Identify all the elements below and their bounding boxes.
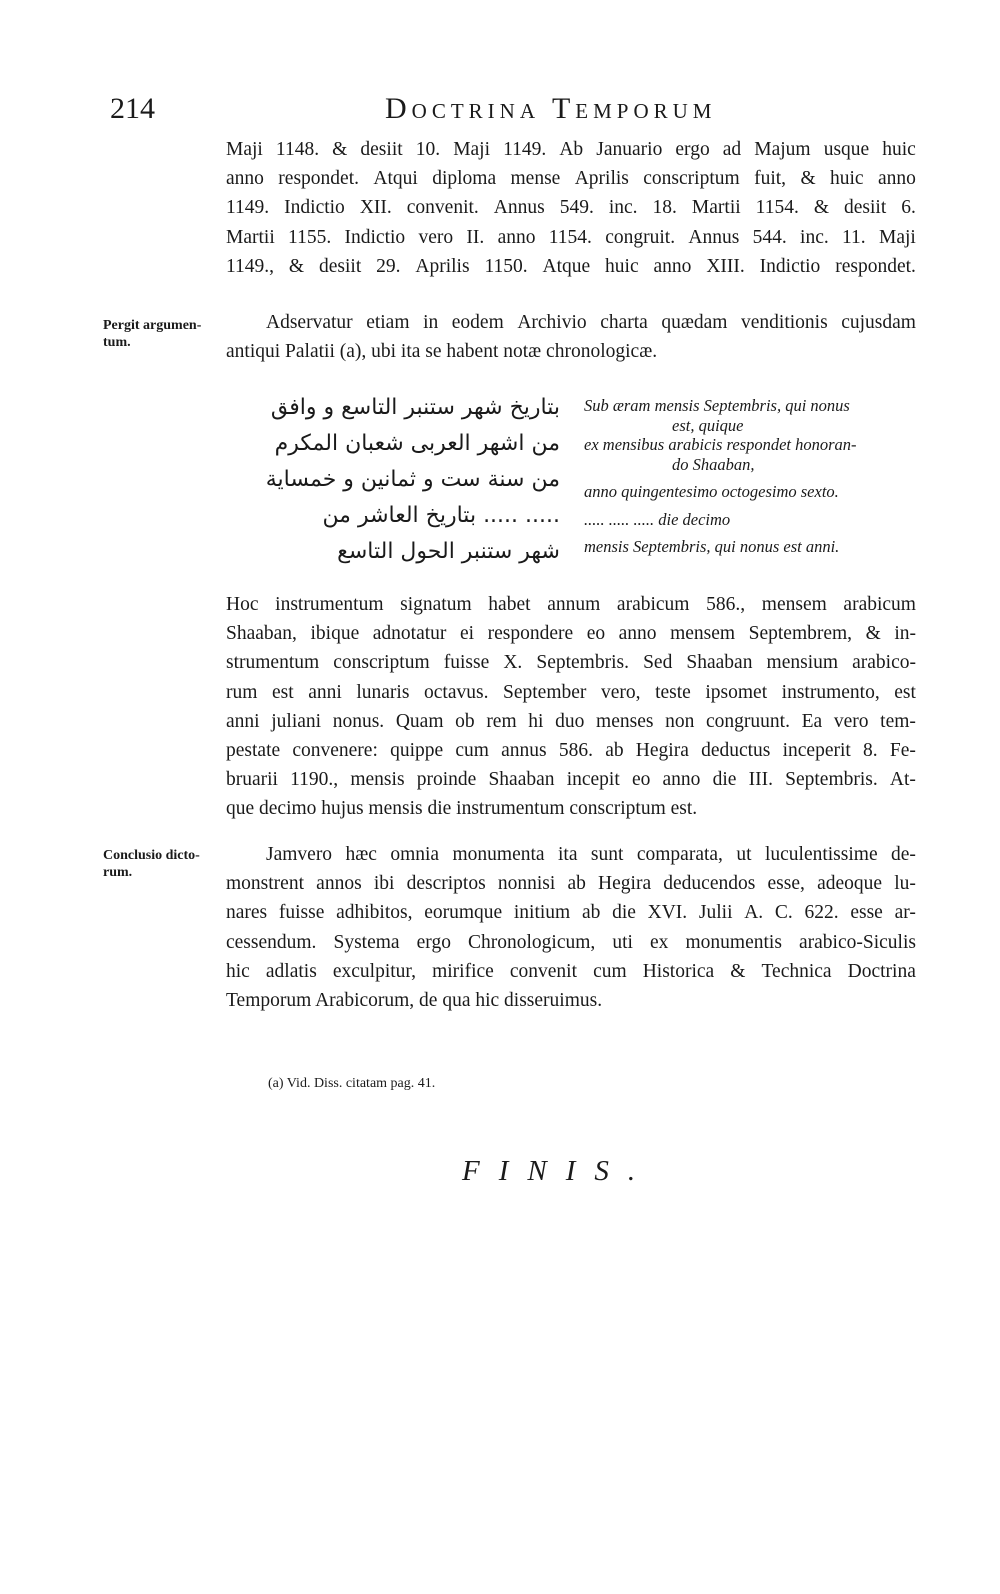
word: habet xyxy=(488,594,531,615)
word: usque xyxy=(823,139,870,160)
word: Septembris. xyxy=(785,769,878,791)
word: 1149. xyxy=(503,139,547,160)
word: hi xyxy=(528,710,544,732)
word: Indictio xyxy=(759,255,821,277)
word: pestate xyxy=(226,739,281,761)
word: Hoc xyxy=(226,594,259,615)
word: vero xyxy=(833,710,869,732)
text-line xyxy=(226,308,916,337)
word: teste xyxy=(655,681,691,703)
word: adlatis xyxy=(265,960,317,982)
word: huic xyxy=(882,139,916,160)
word: Aprilis xyxy=(574,168,629,190)
word: Technica xyxy=(761,960,832,982)
word: September xyxy=(503,681,587,703)
word: Hegira xyxy=(598,873,652,895)
word: 8. xyxy=(863,739,878,761)
word: ar- xyxy=(894,902,916,924)
paragraph-3 xyxy=(226,590,916,824)
word: & xyxy=(865,623,881,645)
word: Adservatur xyxy=(266,312,353,333)
word: fuit, xyxy=(754,168,787,190)
word: adeoque xyxy=(817,873,883,895)
word: & xyxy=(813,197,829,219)
word: anni xyxy=(226,710,260,732)
word: Maji xyxy=(226,139,263,160)
word: Indictio xyxy=(284,197,345,219)
word: ab xyxy=(581,902,601,924)
word: Ab xyxy=(559,139,584,160)
word: Fe- xyxy=(889,739,916,761)
arabic-line: من سنة ست و ثمانين و خمساية xyxy=(265,467,560,492)
margin-note-conclusio xyxy=(103,847,228,881)
word: Julii xyxy=(698,902,733,924)
word: adhibitos, xyxy=(336,902,413,924)
margin-note-line: tum. xyxy=(103,335,131,350)
word: proinde xyxy=(416,769,477,791)
word: ergo xyxy=(416,931,451,953)
text-line xyxy=(226,590,916,619)
word: incepit xyxy=(566,769,620,791)
word: anno xyxy=(226,168,264,190)
word: desiit xyxy=(318,255,362,277)
word: die xyxy=(712,769,737,791)
word: monumentis xyxy=(685,931,782,953)
word: 1150. xyxy=(484,255,528,277)
word: lunaris xyxy=(356,681,410,703)
word: esse xyxy=(850,902,883,924)
word: mense xyxy=(510,168,561,190)
word: ergo xyxy=(675,139,710,160)
word: Doctrina xyxy=(847,960,916,982)
arabic-line: شهر ستنبر الحول التاسع xyxy=(337,539,560,564)
text-line xyxy=(226,869,916,898)
word: Indictio xyxy=(344,226,406,248)
word: duo xyxy=(555,710,585,732)
word: menses xyxy=(596,710,654,732)
latin-translation xyxy=(584,396,920,557)
word: Jamvero xyxy=(266,844,333,865)
word: convenere: xyxy=(292,739,378,761)
word: Aprilis xyxy=(415,255,470,277)
word: deductus xyxy=(701,739,771,761)
word: non xyxy=(665,710,695,732)
word: Maji xyxy=(453,139,491,160)
word: 586. xyxy=(558,739,593,761)
word: ab xyxy=(605,739,624,761)
word: anno xyxy=(877,168,916,190)
word: monumenta xyxy=(452,844,545,865)
translation-line: mensis Septembris, qui nonus est anni. xyxy=(584,537,840,556)
word: A. xyxy=(744,902,764,924)
word: Historica xyxy=(642,960,715,982)
word: respondet. xyxy=(278,168,359,190)
word: ad xyxy=(722,139,742,160)
word: inc. xyxy=(800,226,829,248)
word: deducendos xyxy=(663,873,756,895)
word: annum xyxy=(547,594,601,615)
word: luculentissime xyxy=(764,844,878,865)
word: annos xyxy=(316,873,362,895)
word: Majum xyxy=(754,139,811,160)
word: & xyxy=(288,255,305,277)
word: octavus. xyxy=(424,681,489,703)
word: 1149., xyxy=(226,255,275,277)
word: arabico- xyxy=(852,652,916,674)
word: convenit. xyxy=(406,197,479,219)
word: lu- xyxy=(894,873,916,895)
word: anno xyxy=(662,769,701,791)
word: cessendum. xyxy=(226,931,317,953)
translation-line: anno quingentesimo octogesimo sexto. xyxy=(584,482,839,501)
word: inceperit xyxy=(782,739,851,761)
word: tem- xyxy=(880,710,916,732)
word: esse, xyxy=(767,873,805,895)
word: Annus xyxy=(493,197,545,219)
word: eo xyxy=(586,623,606,645)
word: congruit. xyxy=(605,226,676,248)
word: anno xyxy=(618,623,657,645)
word: quædam xyxy=(661,312,728,333)
text-line xyxy=(226,678,916,707)
word: arabicum xyxy=(843,594,916,615)
text-line: que decimo hujus mensis die instrumentum conscriptum est. xyxy=(226,798,698,820)
page-number: 214 xyxy=(110,92,155,125)
text-line xyxy=(226,736,916,765)
word: Ea xyxy=(801,710,823,732)
word: cujusdam xyxy=(841,312,916,333)
word: 10. xyxy=(415,139,441,160)
word: X. xyxy=(503,652,523,674)
word: est xyxy=(894,681,916,703)
word: diploma xyxy=(432,168,497,190)
translation-line: Sub æram mensis Septembris, qui nonus xyxy=(584,396,850,415)
word: anno xyxy=(653,255,692,277)
word: ipsomet xyxy=(705,681,768,703)
word: omnia xyxy=(390,844,440,865)
word: Shaaban xyxy=(488,769,555,791)
word: huic xyxy=(605,255,639,277)
word: rum xyxy=(226,681,258,703)
word: die xyxy=(612,902,636,924)
text-line xyxy=(226,840,916,869)
word: Septembris. xyxy=(536,652,629,674)
word: ibi xyxy=(373,873,395,895)
word: 586., xyxy=(706,594,746,615)
word: est xyxy=(271,681,294,703)
word: conscriptum xyxy=(333,652,430,674)
word: rem xyxy=(486,710,517,732)
word: juliani xyxy=(271,710,322,732)
word: 29. xyxy=(376,255,401,277)
word: hæc xyxy=(345,844,377,865)
arabic-inscription xyxy=(215,390,560,570)
margin-note-pergit xyxy=(103,317,228,351)
word: mensem xyxy=(761,594,827,615)
word: Martii xyxy=(226,226,275,248)
text-line xyxy=(226,957,916,986)
arabic-line: بتاريخ شهر ستنبر التاسع و وافق xyxy=(270,395,560,420)
word: fuisse xyxy=(443,652,490,674)
word: mensium xyxy=(766,652,839,674)
text-line xyxy=(226,707,916,736)
word: 1148. xyxy=(275,139,320,160)
running-head: Doctrina Temporum xyxy=(385,92,717,125)
word: Maji xyxy=(878,226,916,248)
translation-line: ex mensibus arabicis respondet honoran- xyxy=(584,435,857,454)
translation-line: do Shaaban, xyxy=(672,454,755,474)
word: ut xyxy=(736,844,752,865)
word: mensis xyxy=(350,769,405,791)
word: signatum xyxy=(400,594,472,615)
word: adnotatur xyxy=(372,623,447,645)
word: Quam xyxy=(395,710,444,732)
word: C. xyxy=(774,902,793,924)
word: cum xyxy=(593,960,627,982)
word: vero xyxy=(418,226,454,248)
text-line xyxy=(226,765,916,794)
word: ibique xyxy=(310,623,360,645)
text-line xyxy=(226,928,916,957)
word: 11. xyxy=(842,226,866,248)
word: vero, xyxy=(600,681,641,703)
word: monstrent xyxy=(226,873,304,895)
word: comparata, xyxy=(636,844,723,865)
word: bruarii xyxy=(226,769,278,791)
word: sunt xyxy=(590,844,624,865)
text-line xyxy=(226,223,916,252)
word: ob xyxy=(455,710,475,732)
word: venditionis xyxy=(741,312,828,333)
word: ita xyxy=(558,844,578,865)
word: Systema xyxy=(333,931,400,953)
word: XVI. xyxy=(647,902,688,924)
word: respondere xyxy=(487,623,574,645)
word: mensem xyxy=(670,623,736,645)
word: nonnisi xyxy=(497,873,556,895)
text-line xyxy=(226,193,916,222)
word: initium xyxy=(513,902,571,924)
word: respondet. xyxy=(835,255,916,277)
word: de- xyxy=(891,844,916,865)
text-line xyxy=(226,898,916,927)
word: arabicum xyxy=(616,594,690,615)
text-line xyxy=(226,135,916,164)
footnote: (a) Vid. Diss. citatam pag. 41. xyxy=(268,1076,436,1091)
word: exculpitur, xyxy=(332,960,417,982)
margin-note-line: Conclusio dicto- xyxy=(103,848,200,863)
word: annus xyxy=(501,739,547,761)
arabic-line: من اشهر العربى شعبان المكرم xyxy=(274,431,560,456)
word: & xyxy=(332,139,348,160)
word: ab xyxy=(567,873,586,895)
word: 18. xyxy=(652,197,677,219)
text-line xyxy=(226,648,916,677)
word: mirifice xyxy=(432,960,494,982)
word: eorumque xyxy=(424,902,503,924)
word: uti xyxy=(612,931,633,953)
margin-note-line: rum. xyxy=(103,865,133,880)
word: 6. xyxy=(901,197,916,219)
word: 544. xyxy=(752,226,787,248)
word: charta xyxy=(600,312,648,333)
text-line: antiqui Palatii (a), ubi ita se habent notæ chronologicæ. xyxy=(226,341,658,363)
word: Atqui xyxy=(373,168,418,190)
word: convenit xyxy=(509,960,578,982)
word: in xyxy=(423,312,439,333)
word: At- xyxy=(889,769,916,791)
word: cum xyxy=(455,739,489,761)
arabic-line: ..... ..... بتاريخ العاشر من xyxy=(322,503,560,528)
word: Martii xyxy=(691,197,741,219)
word: III. xyxy=(748,769,773,791)
word: descriptos xyxy=(406,873,486,895)
word: in- xyxy=(894,623,916,645)
word: Shaaban xyxy=(686,652,753,674)
word: nonus. xyxy=(332,710,385,732)
word: instrumentum xyxy=(275,594,384,615)
word: congruunt. xyxy=(706,710,790,732)
word: ex xyxy=(650,931,669,953)
word: Septembrem, xyxy=(748,623,853,645)
text-line xyxy=(226,252,916,281)
word: nares xyxy=(226,902,268,924)
word: 1149. xyxy=(226,197,270,219)
word: Atque xyxy=(542,255,591,277)
paragraph-4 xyxy=(226,840,916,1015)
word: Annus xyxy=(688,226,740,248)
word: etiam xyxy=(366,312,410,333)
word: conscriptum xyxy=(643,168,740,190)
word: Chronologicum, xyxy=(468,931,596,953)
word: 1190., xyxy=(290,769,339,791)
word: inc. xyxy=(608,197,638,219)
word: 1154. xyxy=(548,226,592,248)
paragraph-1 xyxy=(226,135,916,281)
word: Shaaban, xyxy=(226,623,297,645)
word: eo xyxy=(631,769,651,791)
word: 1154. xyxy=(755,197,799,219)
word: desiit xyxy=(844,197,887,219)
word: & xyxy=(730,960,746,982)
text-line xyxy=(226,164,916,193)
word: XIII. xyxy=(706,255,745,277)
word: strumentum xyxy=(226,652,320,674)
word: hic xyxy=(226,960,250,982)
word: fuisse xyxy=(278,902,325,924)
word: Januario xyxy=(596,139,663,160)
finis-colophon: FINIS. xyxy=(462,1155,655,1187)
word: instrumento, xyxy=(781,681,880,703)
word: eodem xyxy=(451,312,504,333)
word: quippe xyxy=(390,739,444,761)
word: desiit xyxy=(360,139,403,160)
translation-line: est, quique xyxy=(672,415,744,435)
word: 1155. xyxy=(288,226,332,248)
word: ei xyxy=(459,623,475,645)
translation-line: ..... ..... ..... die decimo xyxy=(584,509,731,529)
word: Hegira xyxy=(635,739,689,761)
word: huic xyxy=(830,168,864,190)
word: II. xyxy=(466,226,485,248)
word: arabico-Siculis xyxy=(798,931,916,953)
word: Archivio xyxy=(517,312,587,333)
paragraph-2 xyxy=(226,308,916,366)
word: Sed xyxy=(643,652,673,674)
text-line xyxy=(226,619,916,648)
word: 549. xyxy=(559,197,594,219)
word: anno xyxy=(497,226,536,248)
word: XII. xyxy=(359,197,392,219)
word: & xyxy=(800,168,816,190)
word: anni xyxy=(308,681,342,703)
text-line: Temporum Arabicorum, de qua hic disseruimus. xyxy=(226,989,603,1011)
word: 622. xyxy=(804,902,839,924)
margin-note-line: Pergit argumen- xyxy=(103,318,202,333)
